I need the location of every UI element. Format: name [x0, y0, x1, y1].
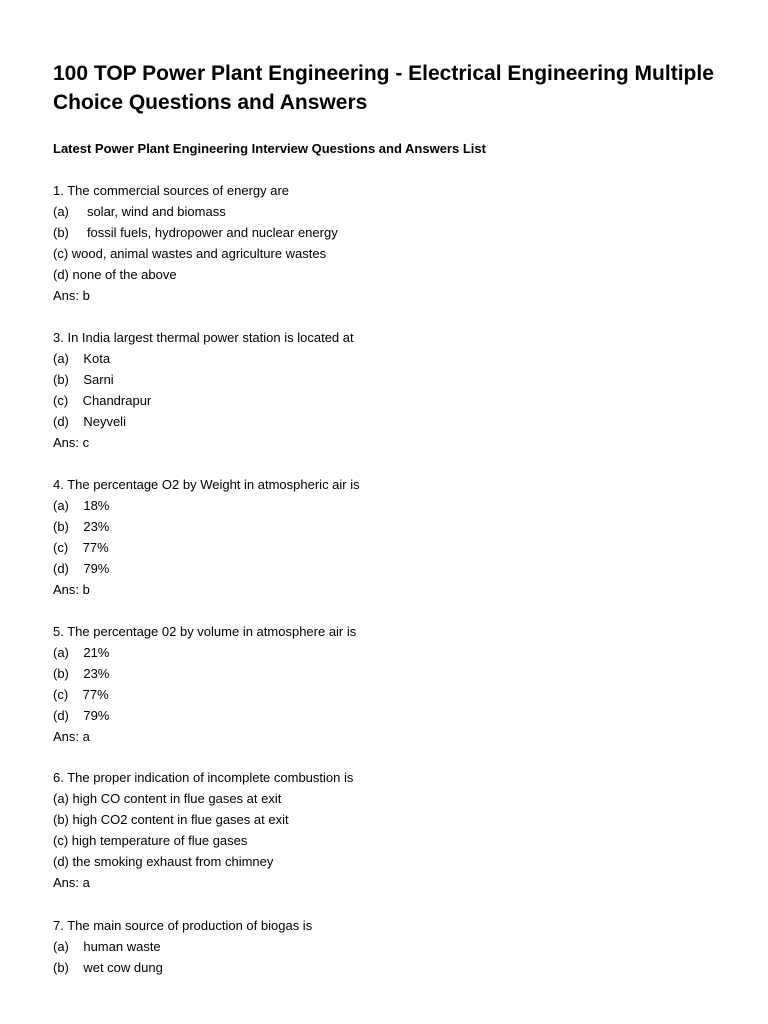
question-text: 1. The commercial sources of energy are	[53, 183, 290, 198]
question-block-3	[53, 327, 354, 453]
answer-text: Ans: a	[53, 729, 90, 744]
option-a: (a) solar, wind and biomass	[53, 204, 226, 219]
option-a: (a) 21%	[53, 645, 110, 660]
answer-text: Ans: c	[53, 435, 90, 450]
option-c: (c) high temperature of flue gases	[53, 833, 248, 848]
option-b: (b) Sarni	[53, 372, 114, 387]
option-b: (b) fossil fuels, hydropower and nuclear energy	[53, 225, 338, 240]
question-text: 5. The percentage 02 by volume in atmosphere air is	[53, 624, 357, 639]
question-block-6	[53, 767, 353, 893]
option-b: (b) wet cow dung	[53, 960, 163, 975]
option-d: (d) none of the above	[53, 267, 177, 282]
option-c: (c) wood, animal wastes and agriculture wastes	[53, 246, 327, 261]
option-b: (b) high CO2 content in flue gases at exit	[53, 812, 289, 827]
question-block-1	[53, 180, 338, 306]
question-block-4	[53, 474, 360, 600]
question-text: 7. The main source of production of biogas is	[53, 918, 313, 933]
option-c: (c) 77%	[53, 687, 109, 702]
question-text: 6. The proper indication of incomplete combustion is	[53, 770, 354, 785]
option-a: (a) high CO content in flue gases at exit	[53, 791, 282, 806]
option-b: (b) 23%	[53, 519, 110, 534]
option-c: (c) Chandrapur	[53, 393, 152, 408]
option-d: (d) 79%	[53, 561, 110, 576]
question-text: 3. In India largest thermal power station is located at	[53, 330, 354, 345]
option-d: (d) 79%	[53, 708, 110, 723]
answer-text: Ans: b	[53, 288, 90, 303]
document-title: 100 TOP Power Plant Engineering - Electrical Engineering Multiple Choice Questions and Answers	[53, 62, 714, 114]
option-d: (d) Neyveli	[53, 414, 126, 429]
option-c: (c) 77%	[53, 540, 109, 555]
answer-text: Ans: b	[53, 582, 90, 597]
option-a: (a) Kota	[53, 351, 111, 366]
option-a: (a) human waste	[53, 939, 161, 954]
question-block-7	[53, 915, 312, 978]
document-page	[53, 59, 743, 975]
document-subtitle: Latest Power Plant Engineering Interview Questions and Answers List	[53, 141, 486, 156]
answer-text: Ans: a	[53, 875, 90, 890]
option-b: (b) 23%	[53, 666, 110, 681]
option-d: (d) the smoking exhaust from chimney	[53, 854, 274, 869]
question-text: 4. The percentage O2 by Weight in atmospheric air is	[53, 477, 360, 492]
question-block-5	[53, 621, 356, 747]
option-a: (a) 18%	[53, 498, 110, 513]
